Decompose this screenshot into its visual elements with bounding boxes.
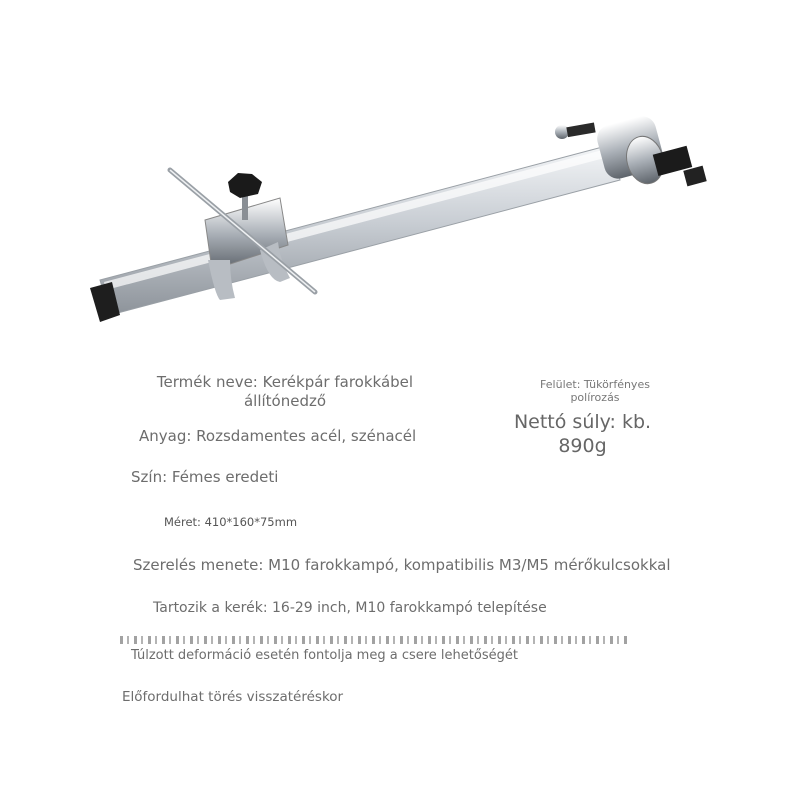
- net-weight: Nettó súly: kb. 890g: [513, 411, 652, 457]
- derailleur-hanger-alignment-tool-image: [80, 110, 730, 340]
- color: Szín: Fémes eredeti: [131, 468, 279, 486]
- wheel-compatibility: Tartozik a kerék: 16-29 inch, M10 farokkampó telepítése: [153, 600, 547, 616]
- garbled-text-line: [120, 636, 630, 644]
- surface-finish: Felület: Tükörfényes polírozás: [540, 378, 650, 404]
- warning-break: Előfordulhat törés visszatéréskor: [122, 689, 344, 705]
- warning-deformation: Túlzott deformáció esetén fontolja meg a csere lehetőségét: [131, 648, 518, 663]
- material: Anyag: Rozsdamentes acél, szénacél: [139, 427, 417, 445]
- product-name: Termék neve: Kerékpár farokkábel állítónedző: [156, 373, 414, 410]
- knob: [228, 173, 262, 198]
- size: Méret: 410*160*75mm: [164, 515, 298, 529]
- mounting: Szerelés menete: M10 farokkampó, kompatibilis M3/M5 mérőkulcsokkal: [133, 556, 671, 574]
